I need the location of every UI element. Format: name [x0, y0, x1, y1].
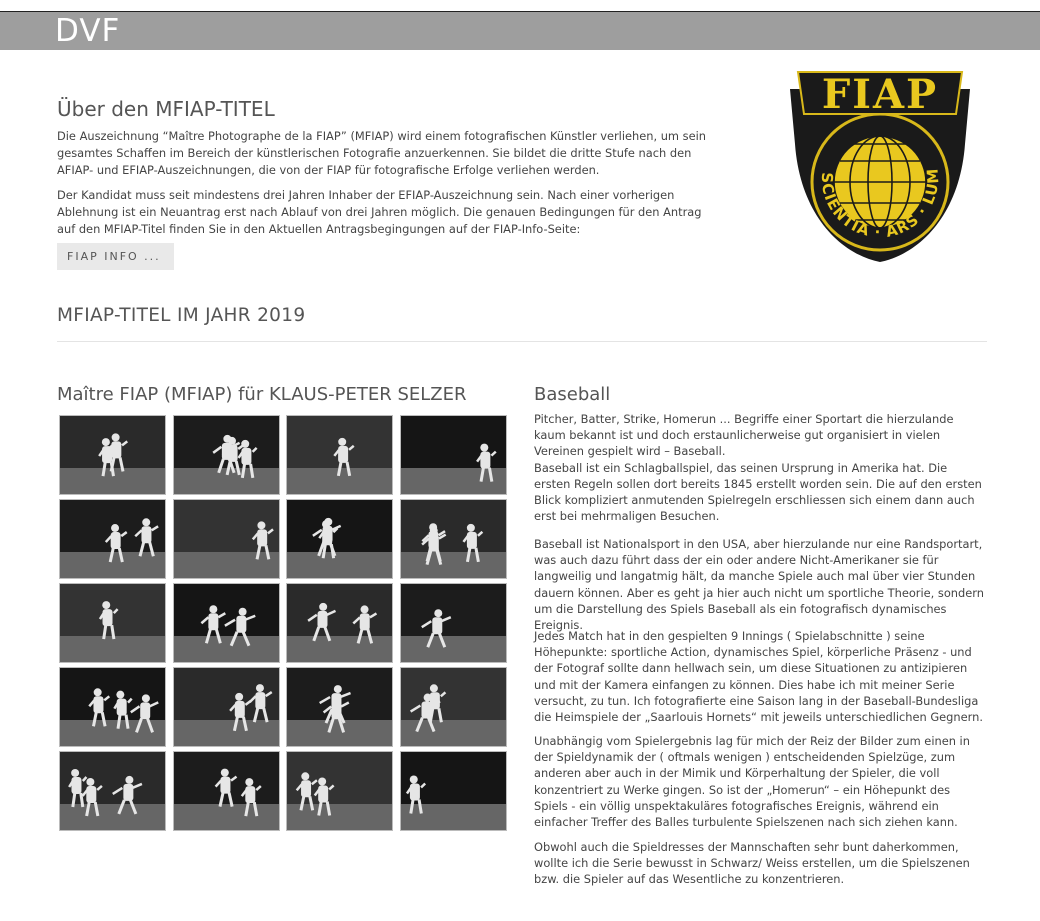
gallery-thumbnail[interactable] [59, 499, 166, 579]
gallery-thumbnail[interactable] [59, 751, 166, 831]
about-paragraph-2: Der Kandidat muss seit mindestens drei Jahren Inhaber der EFIAP-Auszeichnung sein. Nach einer vorherigen Ablehnung ist ein Neuantrag erst nach Ablauf von drei Jahren möglich. Die genauen Bedingungen für den Antrag auf den MFIAP-Titel finden Sie in den Aktuellen Antragsbegingungen auf der FIAP-Info-Seite: [57, 188, 702, 236]
logo-motto: SCIENTIA · ARS · LUM [817, 167, 943, 242]
article-paragraph-3: Jedes Match hat in den gespielten 9 Innings ( Spielabschnitte ) seine Höhepunkte: sportliche Action, dynamisches Spiel, körperliche Präsenz - und der Fotograf sollte dann hellwach sein, um diese Situationen zu antizipieren und mit der Kamera einfangen zu können. Dies habe ich mit meiner Serie versucht, zu tun. Ich fotografierte eine Saison lang in der Baseball-Bundesliga die Heimspiele der „Saarlouis Hornets“ mit jeweils unterschiedlichen Gegnern. [534, 629, 983, 725]
logo-text: FIAP [821, 71, 939, 118]
article-paragraph-1: Pitcher, Batter, Strike, Homerun ... Begriffe einer Sportart die hierzulande kaum bekannt ist und doch erstaunlicherweise gut organisiert in vielen Vereinen gespielt wird – Baseball. Baseball ist ein Schlagballspiel, das seinen Ursprung in Amerika hat. Die ersten Regeln sollen dort bereits 1845 erstellt worden sein. Die auf den ersten Blick kompliziert anmutenden Spielregeln erschliessen sich einem dann auch erst bei mehrmaligen Besuchen. [534, 412, 982, 524]
gallery-thumbnail[interactable] [173, 751, 280, 831]
gallery-thumbnail[interactable] [400, 667, 507, 747]
gallery-thumbnail[interactable] [173, 583, 280, 663]
gallery-thumbnail[interactable] [173, 415, 280, 495]
section-divider [57, 341, 987, 342]
gallery-thumbnail[interactable] [59, 583, 166, 663]
gallery-thumbnail[interactable] [59, 415, 166, 495]
about-paragraph-1: Die Auszeichnung “Maître Photographe de la FIAP” (MFIAP) wird einem fotografischen Künstler verliehen, um sein gesamtes Schaffen im Bereich der künstlerischen Fotografie anzuerkennen. Sie bildet die dritte Stufe nach den AFIAP- und EFIAP-Auszeichnungen, die von der FIAP für fotografische Erfolge verliehen werden. [57, 129, 706, 177]
gallery-thumbnail[interactable] [400, 751, 507, 831]
gallery-thumbnail[interactable] [173, 499, 280, 579]
gallery-thumbnail[interactable] [400, 499, 507, 579]
gallery-thumbnail[interactable] [173, 667, 280, 747]
article-paragraph-5: Obwohl auch die Spieldresses der Mannschaften sehr bunt daherkommen, wollte ich die Serie bewusst in Schwarz/ Weiss erstellen, um die Spielszenen bzw. die Spieler auf das Wesentliche zu konzentrieren. [534, 840, 970, 887]
site-header [0, 12, 1040, 50]
article-paragraph-4: Unabhängig vom Spielergebnis lag für mich der Reiz der Bilder zum einen in der Spieldynamik der ( oftmals wenigen ) entscheidenden Spielzüge, zum anderen aber auch in der Mimik und Körperhaltung der Spieler, die voll konzentriert zu Werke gingen. So ist der „Homerun“ – ein Höhepunkt des Spiels - ein völlig unspektakuläres fotografisches Ereignis, während ein einfacher Treffer des Balles turbulente Spielszenen nach sich ziehen kann. [534, 734, 970, 830]
photo-gallery [59, 415, 506, 833]
year-section-title: MFIAP-TITEL IM JAHR 2019 [57, 305, 306, 326]
gallery-thumbnail[interactable] [286, 583, 393, 663]
article-paragraph-2: Baseball ist Nationalsport in den USA, aber hierzulande nur eine Randsportart, was auch dazu führt dass der ein oder andere Nicht-Amerikaner sie für langweilig und langatmig hält, da manche Spiele auch mal über vier Stunden dauern können. Aber es geht ja hier auch nicht um sportliche Theorie, sondern um die Darstellung des Spiels Baseball als ein fotografisch dynamisches Ereignis. [534, 537, 984, 633]
fiap-info-button[interactable]: FIAP INFO ... [57, 243, 174, 270]
gallery-thumbnail[interactable] [286, 415, 393, 495]
gallery-thumbnail[interactable] [400, 415, 507, 495]
gallery-thumbnail[interactable] [286, 751, 393, 831]
gallery-title: Maître FIAP (MFIAP) für KLAUS-PETER SELZER [57, 384, 467, 405]
gallery-thumbnail[interactable] [286, 667, 393, 747]
article-title: Baseball [534, 384, 611, 405]
gallery-thumbnail[interactable] [400, 583, 507, 663]
about-title: Über den MFIAP-TITEL [57, 97, 275, 121]
site-brand[interactable]: DVF [55, 13, 121, 49]
fiap-logo-icon [780, 64, 980, 264]
gallery-thumbnail[interactable] [286, 499, 393, 579]
gallery-thumbnail[interactable] [59, 667, 166, 747]
